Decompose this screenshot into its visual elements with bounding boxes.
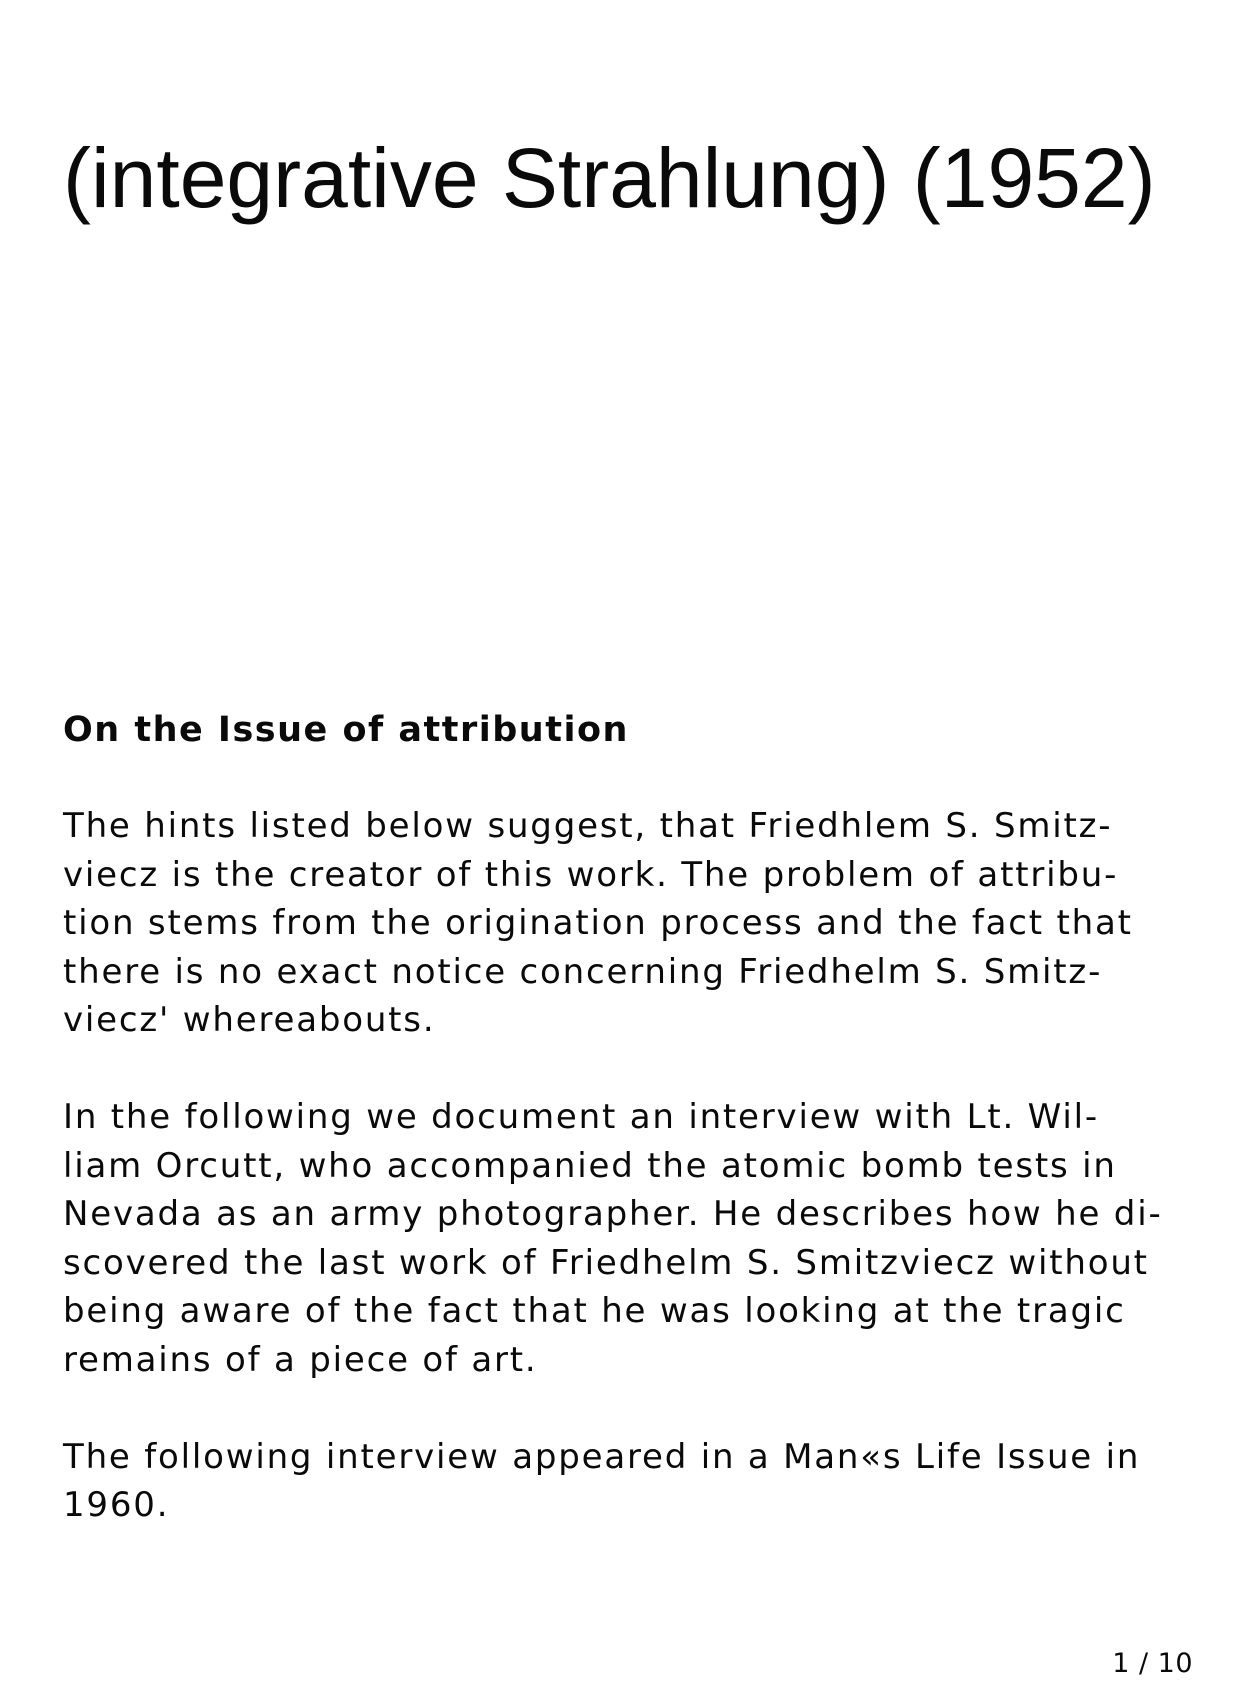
paragraph-attribution bbox=[63, 802, 1193, 1045]
paragraph-source bbox=[63, 1433, 1193, 1530]
text-line: liam Orcutt, who accompanied the atomic bomb tests in bbox=[63, 1145, 1117, 1186]
text-line: Nevada as an army photographer. He describes how he di- bbox=[63, 1194, 1163, 1235]
text-line: there is no exact notice concerning Friedhelm S. Smitz- bbox=[63, 951, 1103, 992]
text-line: being aware of the fact that he was looking at the tragic bbox=[63, 1291, 1126, 1332]
section-heading: On the Issue of attribution bbox=[63, 710, 629, 750]
paragraph-interview bbox=[63, 1093, 1193, 1385]
text-line: scovered the last work of Friedhelm S. Smitzviecz without bbox=[63, 1242, 1149, 1283]
attribution-section bbox=[63, 706, 1193, 1530]
text-line: viecz is the creator of this work. The problem of attribu- bbox=[63, 854, 1119, 895]
page-title: (integrative Strahlung) (1952) bbox=[63, 131, 1156, 225]
text-line: 1960. bbox=[63, 1485, 170, 1526]
text-line: The following interview appeared in a Man«s Life Issue in bbox=[63, 1436, 1141, 1477]
text-line: viecz' whereabouts. bbox=[63, 1000, 436, 1041]
text-line: The hints listed below suggest, that Friedhlem S. Smitz- bbox=[63, 806, 1113, 846]
text-line: In the following we document an interview with Lt. Wil- bbox=[63, 1096, 1099, 1137]
text-line: tion stems from the origination process and the fact that bbox=[63, 903, 1133, 944]
page-number: 1 / 10 bbox=[1112, 1648, 1193, 1679]
text-line: remains of a piece of art. bbox=[63, 1339, 538, 1380]
